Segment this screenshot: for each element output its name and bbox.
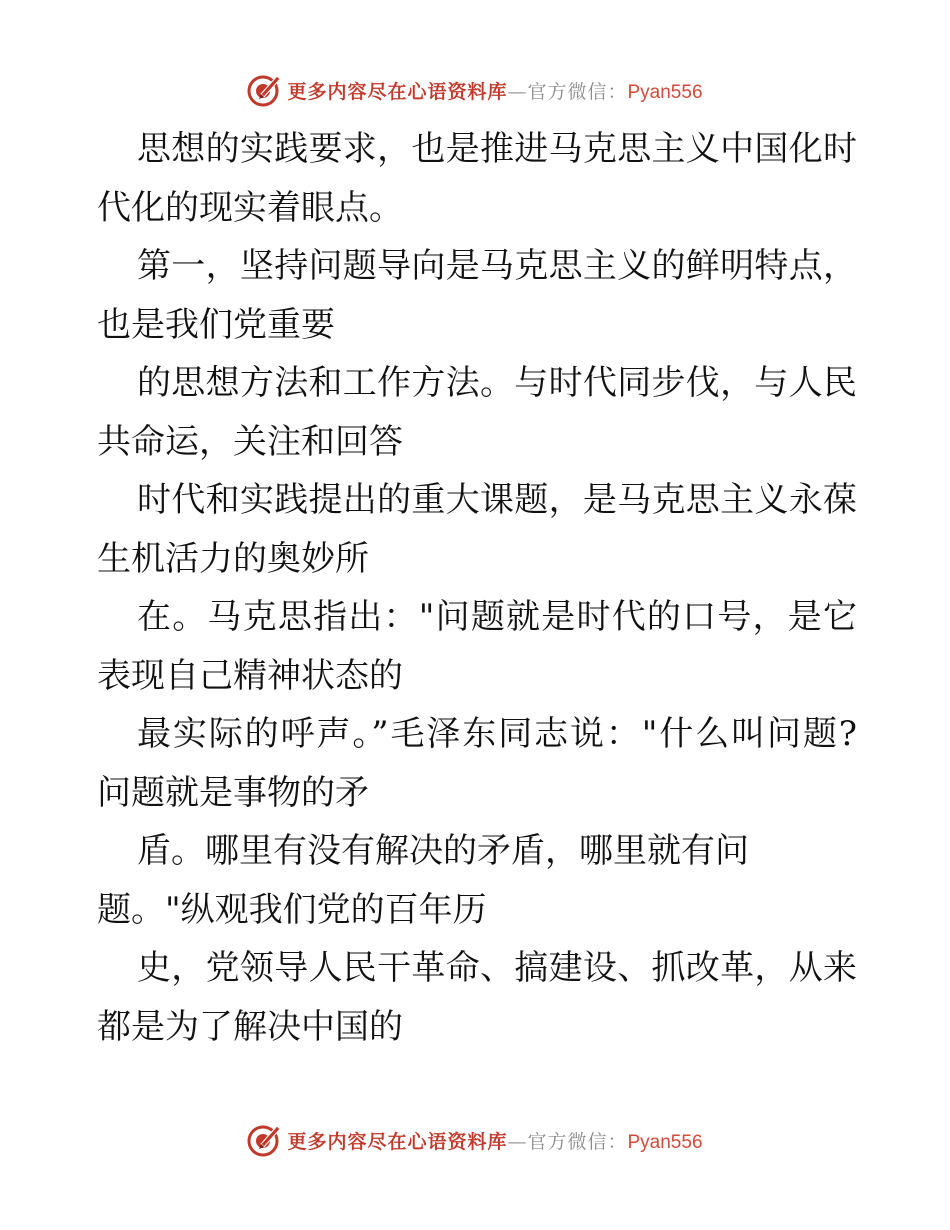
banner-prefix: 更多内容尽在心语资料库 — [287, 80, 508, 103]
text-line: 盾。哪里有没有解决的矛盾，哪里就有问 — [137, 831, 749, 871]
text-line: 也是我们党重要 — [97, 304, 335, 345]
footer-watermark-banner — [0, 1118, 950, 1162]
text-line: 的思想方法和工作方法。与时代同步伐，与人民 — [137, 363, 857, 403]
text-line: 时代和实践提出的重大课题，是马克思主义永葆 — [137, 480, 857, 520]
banner-text — [287, 77, 702, 104]
text-line: 第一，坚持问题导向是马克思主义的鲜明特点， — [137, 246, 857, 286]
banner-wechat-label: 官方微信： — [527, 1130, 628, 1153]
header-watermark-banner — [0, 68, 950, 112]
banner-dash: — — [507, 80, 528, 103]
banner-account: Pyan556 — [627, 81, 703, 103]
banner-dash: — — [507, 1130, 528, 1153]
text-line: 问题就是事物的矛 — [97, 772, 369, 813]
banner-prefix: 更多内容尽在心语资料库 — [287, 1130, 508, 1153]
text-line: 思想的实践要求，也是推进马克思主义中国化时 — [137, 129, 857, 169]
banner-wechat-label: 官方微信： — [527, 80, 628, 103]
text-line: 共命运，关注和回答 — [97, 421, 403, 462]
banner-text — [287, 1127, 702, 1154]
banner-account: Pyan556 — [627, 1131, 703, 1153]
text-line: 题。"纵观我们党的百年历 — [97, 889, 487, 930]
text-line: 表现自己精神状态的 — [97, 655, 403, 696]
text-line: 在。马克思指出："问题就是时代的口号，是它 — [137, 597, 857, 637]
text-line: 史，党领导人民干革命、搞建设、抓改革，从来 — [137, 948, 857, 988]
text-line: 生机活力的奥妙所 — [97, 538, 369, 579]
pen-logo-icon — [247, 1122, 283, 1158]
text-line: 代化的现实着眼点。 — [97, 187, 403, 228]
text-line: 最实际的呼声。”毛泽东同志说："什么叫问题? — [137, 714, 857, 754]
text-line: 都是为了解决中国的 — [97, 1006, 403, 1047]
body-text — [97, 120, 857, 1056]
pen-logo-icon — [247, 72, 283, 108]
